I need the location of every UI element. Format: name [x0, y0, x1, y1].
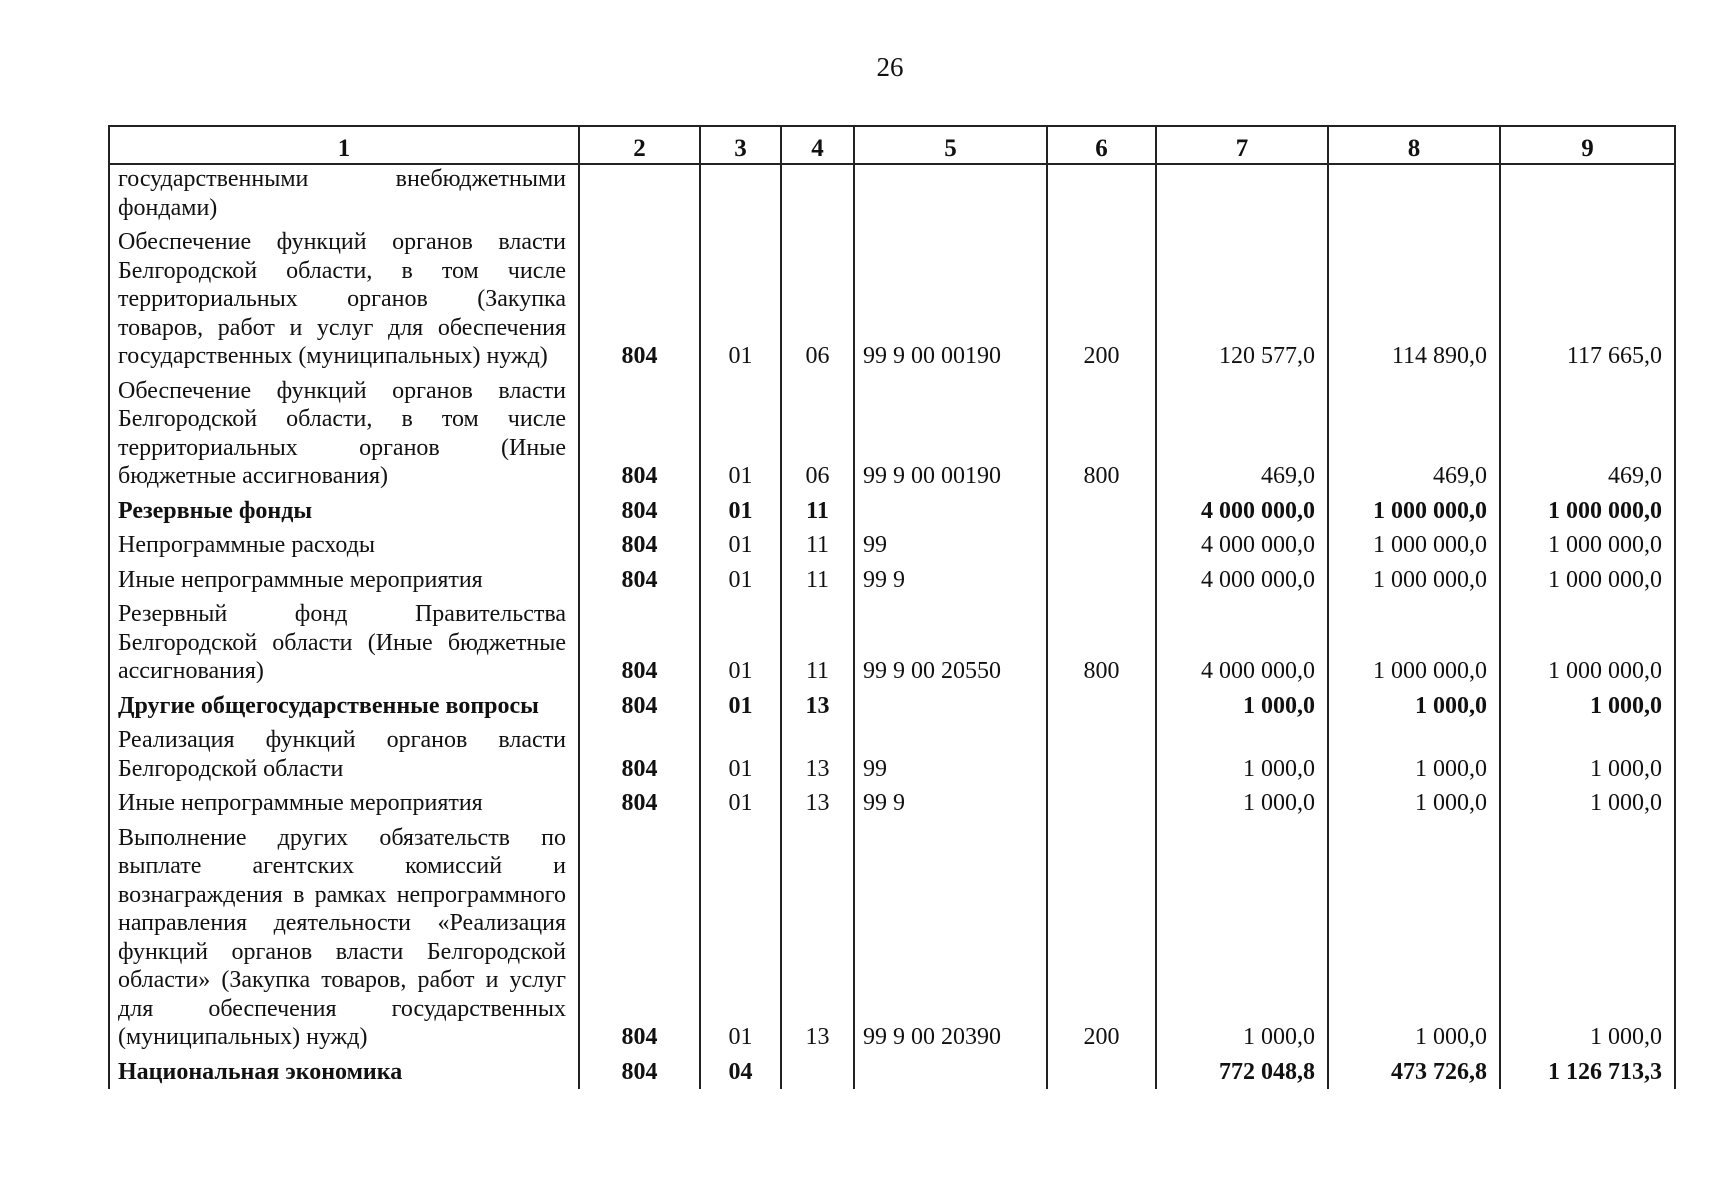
- header-col-6: 6: [1047, 126, 1156, 164]
- row-name-cell: Выполнение других обязательств по выплате агентских комиссий и вознаграждения в рамках непрограммного направления деятельности «Реализация функций органов власти Белгородской области» (Закупка товаров, работ и услуг для обеспечения государственных (муниципальных) нужд): [109, 821, 579, 1055]
- amount-col7-cell: 1 000,0: [1156, 689, 1328, 724]
- section-cell: 01: [700, 528, 781, 563]
- target-article-cell: [854, 164, 1047, 225]
- grbs-cell: 804: [579, 786, 700, 821]
- table-row: [109, 689, 1675, 724]
- amount-col7-cell: 772 048,8: [1156, 1055, 1328, 1090]
- amount-col9-cell: 1 000 000,0: [1500, 494, 1675, 529]
- amount-col9-cell: [1500, 164, 1675, 225]
- amount-col8-cell: 1 000 000,0: [1328, 597, 1500, 689]
- table-body: [109, 164, 1675, 1089]
- target-article-cell: 99 9 00 00190: [854, 374, 1047, 494]
- target-article-cell: [854, 1055, 1047, 1090]
- subsection-cell: 13: [781, 723, 854, 786]
- row-name-cell: государственными внебюджетными фондами): [109, 164, 579, 225]
- target-article-cell: 99 9: [854, 786, 1047, 821]
- table-row: [109, 528, 1675, 563]
- amount-col7-cell: 4 000 000,0: [1156, 528, 1328, 563]
- grbs-cell: 804: [579, 374, 700, 494]
- amount-col9-cell: 1 000,0: [1500, 821, 1675, 1055]
- amount-col7-cell: 4 000 000,0: [1156, 597, 1328, 689]
- amount-col9-cell: 117 665,0: [1500, 225, 1675, 374]
- expense-type-cell: 200: [1047, 821, 1156, 1055]
- amount-col7-cell: 469,0: [1156, 374, 1328, 494]
- target-article-cell: 99 9 00 20550: [854, 597, 1047, 689]
- header-col-9: 9: [1500, 126, 1675, 164]
- expense-type-cell: 200: [1047, 225, 1156, 374]
- grbs-cell: 804: [579, 1055, 700, 1090]
- row-name-cell: Реализация функций органов власти Белгородской области: [109, 723, 579, 786]
- subsection-cell: 13: [781, 786, 854, 821]
- grbs-cell: 804: [579, 225, 700, 374]
- row-name-cell: Иные непрограммные мероприятия: [109, 786, 579, 821]
- subsection-cell: 06: [781, 225, 854, 374]
- table-row: [109, 821, 1675, 1055]
- table-row: [109, 597, 1675, 689]
- amount-col7-cell: 4 000 000,0: [1156, 494, 1328, 529]
- expense-type-cell: [1047, 1055, 1156, 1090]
- table-row: [109, 563, 1675, 598]
- grbs-cell: 804: [579, 821, 700, 1055]
- subsection-cell: 13: [781, 821, 854, 1055]
- section-cell: 01: [700, 723, 781, 786]
- table-row: [109, 225, 1675, 374]
- amount-col7-cell: [1156, 164, 1328, 225]
- amount-col8-cell: 1 000 000,0: [1328, 494, 1500, 529]
- amount-col8-cell: 114 890,0: [1328, 225, 1500, 374]
- target-article-cell: 99: [854, 528, 1047, 563]
- amount-col7-cell: 120 577,0: [1156, 225, 1328, 374]
- subsection-cell: 11: [781, 528, 854, 563]
- table-row: [109, 723, 1675, 786]
- subsection-cell: [781, 1055, 854, 1090]
- grbs-cell: 804: [579, 528, 700, 563]
- expense-type-cell: [1047, 723, 1156, 786]
- amount-col9-cell: 1 000,0: [1500, 723, 1675, 786]
- section-cell: 01: [700, 563, 781, 598]
- grbs-cell: 804: [579, 723, 700, 786]
- budget-table: [108, 125, 1676, 1089]
- amount-col9-cell: 1 126 713,3: [1500, 1055, 1675, 1090]
- row-name-cell: Национальная экономика: [109, 1055, 579, 1090]
- section-cell: 01: [700, 225, 781, 374]
- row-name-cell: Обеспечение функций органов власти Белгородской области, в том числе территориальных органов (Закупка товаров, работ и услуг для обеспечения государственных (муниципальных) нужд): [109, 225, 579, 374]
- expense-type-cell: 800: [1047, 374, 1156, 494]
- amount-col8-cell: 1 000 000,0: [1328, 563, 1500, 598]
- amount-col8-cell: 473 726,8: [1328, 1055, 1500, 1090]
- subsection-cell: 11: [781, 494, 854, 529]
- table-row: [109, 164, 1675, 225]
- header-col-7: 7: [1156, 126, 1328, 164]
- expense-type-cell: [1047, 786, 1156, 821]
- amount-col8-cell: [1328, 164, 1500, 225]
- amount-col8-cell: 1 000 000,0: [1328, 528, 1500, 563]
- amount-col9-cell: 469,0: [1500, 374, 1675, 494]
- subsection-cell: [781, 164, 854, 225]
- grbs-cell: [579, 164, 700, 225]
- grbs-cell: 804: [579, 563, 700, 598]
- header-col-1: 1: [109, 126, 579, 164]
- amount-col9-cell: 1 000 000,0: [1500, 597, 1675, 689]
- amount-col8-cell: 1 000,0: [1328, 786, 1500, 821]
- row-name-cell: Резервные фонды: [109, 494, 579, 529]
- amount-col9-cell: 1 000,0: [1500, 786, 1675, 821]
- section-cell: 01: [700, 786, 781, 821]
- header-col-4: 4: [781, 126, 854, 164]
- target-article-cell: 99: [854, 723, 1047, 786]
- table-row: [109, 1055, 1675, 1090]
- row-name-cell: Резервный фонд Правительства Белгородской области (Иные бюджетные ассигнования): [109, 597, 579, 689]
- section-cell: 01: [700, 597, 781, 689]
- amount-col8-cell: 1 000,0: [1328, 689, 1500, 724]
- target-article-cell: [854, 494, 1047, 529]
- amount-col9-cell: 1 000 000,0: [1500, 563, 1675, 598]
- table-row: [109, 786, 1675, 821]
- row-name-cell: Другие общегосударственные вопросы: [109, 689, 579, 724]
- amount-col7-cell: 1 000,0: [1156, 723, 1328, 786]
- expense-type-cell: [1047, 164, 1156, 225]
- header-col-8: 8: [1328, 126, 1500, 164]
- expense-type-cell: 800: [1047, 597, 1156, 689]
- grbs-cell: 804: [579, 494, 700, 529]
- section-cell: 01: [700, 374, 781, 494]
- amount-col8-cell: 1 000,0: [1328, 723, 1500, 786]
- grbs-cell: 804: [579, 689, 700, 724]
- amount-col8-cell: 469,0: [1328, 374, 1500, 494]
- header-col-3: 3: [700, 126, 781, 164]
- table-row: [109, 494, 1675, 529]
- subsection-cell: 11: [781, 563, 854, 598]
- header-row: [109, 126, 1675, 164]
- expense-type-cell: [1047, 494, 1156, 529]
- expense-type-cell: [1047, 528, 1156, 563]
- row-name-cell: Непрограммные расходы: [109, 528, 579, 563]
- expense-type-cell: [1047, 563, 1156, 598]
- section-cell: [700, 164, 781, 225]
- grbs-cell: 804: [579, 597, 700, 689]
- subsection-cell: 11: [781, 597, 854, 689]
- table-row: [109, 374, 1675, 494]
- row-name-cell: Обеспечение функций органов власти Белгородской области, в том числе территориальных органов (Иные бюджетные ассигнования): [109, 374, 579, 494]
- amount-col8-cell: 1 000,0: [1328, 821, 1500, 1055]
- page-number: 26: [876, 52, 904, 82]
- target-article-cell: 99 9 00 20390: [854, 821, 1047, 1055]
- expense-type-cell: [1047, 689, 1156, 724]
- header-col-2: 2: [579, 126, 700, 164]
- amount-col7-cell: 1 000,0: [1156, 786, 1328, 821]
- target-article-cell: [854, 689, 1047, 724]
- section-cell: 01: [700, 689, 781, 724]
- subsection-cell: 06: [781, 374, 854, 494]
- section-cell: 01: [700, 494, 781, 529]
- amount-col9-cell: 1 000,0: [1500, 689, 1675, 724]
- amount-col9-cell: 1 000 000,0: [1500, 528, 1675, 563]
- target-article-cell: 99 9 00 00190: [854, 225, 1047, 374]
- section-cell: 04: [700, 1055, 781, 1090]
- header-col-5: 5: [854, 126, 1047, 164]
- amount-col7-cell: 4 000 000,0: [1156, 563, 1328, 598]
- section-cell: 01: [700, 821, 781, 1055]
- subsection-cell: 13: [781, 689, 854, 724]
- target-article-cell: 99 9: [854, 563, 1047, 598]
- amount-col7-cell: 1 000,0: [1156, 821, 1328, 1055]
- row-name-cell: Иные непрограммные мероприятия: [109, 563, 579, 598]
